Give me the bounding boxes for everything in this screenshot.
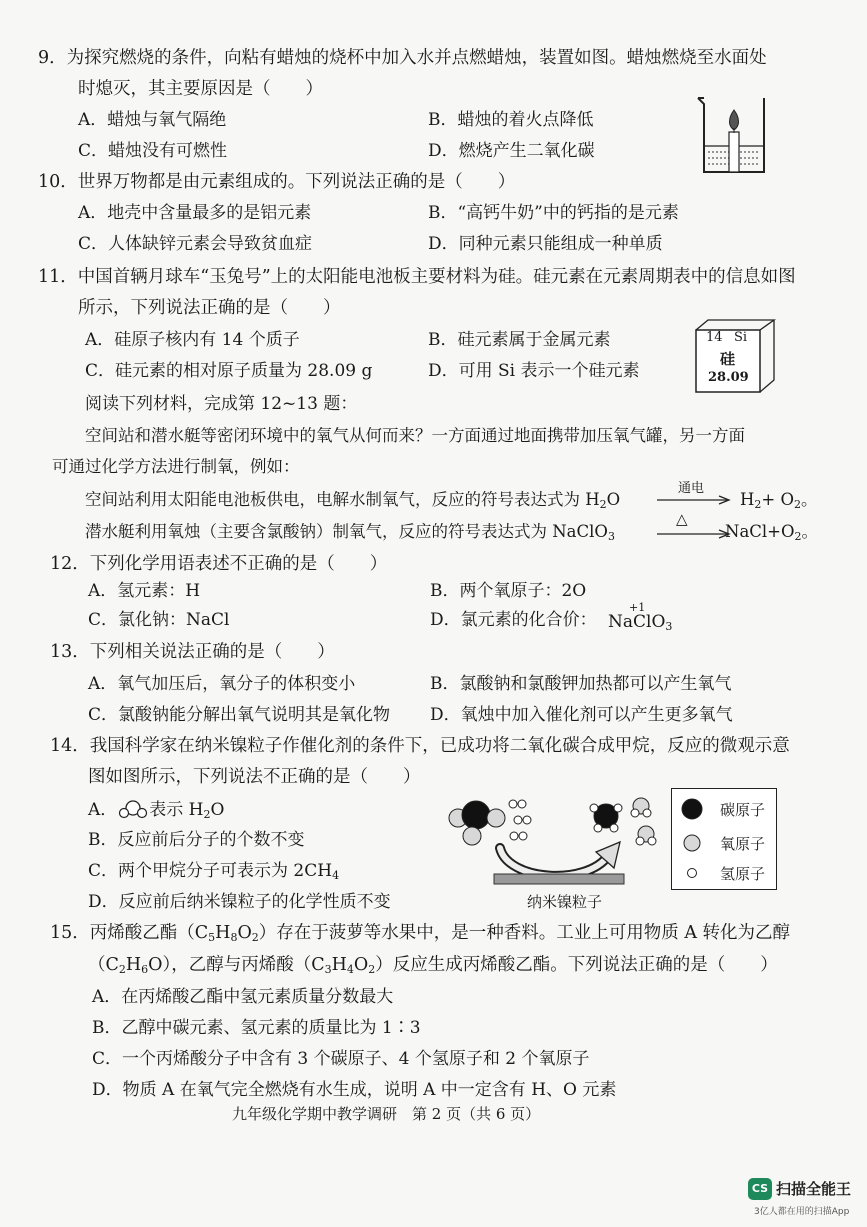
q11-stem-line1: 11．中国首辆月球车“玉兔号”上的太阳能电池板主要材料为硅。硅元素在元素周期表中的信息如图 — [38, 267, 796, 287]
q12-option-c: C．氯化钠：NaCl — [88, 610, 230, 630]
arrow-label-heat: △ — [676, 510, 688, 528]
q14-stem-line2: 图如图所示，下列说法不正确的是（ ） — [88, 767, 421, 787]
q10-option-a: A．地壳中含量最多的是铝元素 — [78, 203, 312, 223]
reaction1-products: $H_2+ O_2$。 — [740, 490, 818, 511]
legend-hydrogen: 氢原子 — [720, 865, 766, 883]
q13-option-b: B．氯酸钠和氯酸钾加热都可以产生氧气 — [430, 674, 732, 694]
q13-stem: 13．下列相关说法正确的是（ ） — [50, 642, 335, 662]
q11-option-d: D．可用 Si 表示一个硅元素 — [428, 361, 640, 381]
reading-p1-line1: 空间站和潜水艇等密闭环境中的氧气从何而来？一方面通过地面携带加压氧气罐，另一方面 — [85, 426, 745, 445]
reading-p3: 潜水艇利用氧烛（主要含氯酸钠）制氧气，反应的符号表达式为 NaClO$_3$ — [85, 522, 615, 543]
q15-option-a: A．在丙烯酸乙酯中氢元素质量分数最大 — [92, 987, 394, 1007]
q9-option-b: B．蜡烛的着火点降低 — [428, 110, 594, 130]
reaction-arrow-heat — [655, 512, 735, 540]
element-name: 硅 — [720, 350, 736, 368]
atomic-mass: 28.09 — [708, 370, 749, 385]
reading-p1-line2: 可通过化学方法进行制氧，例如： — [52, 457, 300, 476]
q11-option-c: C．硅元素的相对原子质量为 28.09 g — [85, 361, 373, 381]
q13-option-a: A．氧气加压后，氧分子的体积变小 — [88, 674, 356, 694]
q13-option-c: C．氯酸钠能分解出氧气说明其是氧化物 — [88, 705, 391, 725]
q10-option-b: B．“高钙牛奶”中的钙指的是元素 — [428, 203, 679, 223]
q10-stem: 10．世界万物都是由元素组成的。下列说法正确的是（ ） — [38, 172, 516, 192]
q15-stem-line2: $(C_2H_6O)$，乙醇与丙烯酸$(C_3H_4O_2)$反应生成丙烯酸乙酯。下列说法正确的是（ ） — [88, 955, 778, 976]
q12-stem: 12．下列化学用语表述不正确的是（ ） — [50, 554, 388, 574]
element-symbol: Si — [734, 330, 748, 345]
q14-option-c: C．两个甲烷分子可表示为 $2CH_4$ — [88, 861, 340, 882]
q11-option-a: A．硅原子核内有 14 个质子 — [85, 330, 300, 350]
q12-option-d: D．氯元素的化合价： — [430, 610, 597, 630]
q9-option-a: A．蜡烛与氧气隔绝 — [78, 110, 227, 130]
q10-option-d: D．同种元素只能组成一种单质 — [428, 234, 663, 254]
methane-synthesis-diagram — [436, 786, 676, 896]
atomic-number: 14 — [706, 330, 723, 345]
q13-option-d: D．氧烛中加入催化剂可以产生更多氧气 — [430, 705, 733, 725]
water-molecule-icon — [117, 799, 149, 819]
q14-option-a: A． 表示 $H_2O$ — [88, 800, 225, 821]
page-footer: 九年级化学期中教学调研 第 2 页（共 6 页） — [232, 1105, 541, 1123]
nano-nickel-label: 纳米镍粒子 — [527, 893, 603, 911]
q14-option-d: D．反应前后纳米镍粒子的化学性质不变 — [88, 892, 391, 912]
q15-option-c: C．一个丙烯酸分子中含有 3 个碳原子、4 个氢原子和 2 个氧原子 — [92, 1049, 590, 1069]
q11-option-b: B．硅元素属于金属元素 — [428, 330, 611, 350]
scanner-watermark — [748, 1176, 858, 1216]
q12-option-b: B．两个氧原子：2O — [430, 581, 587, 601]
beaker-candle-figure — [694, 94, 774, 176]
q11-stem-line2: 所示，下列说法正确的是（ ） — [78, 298, 341, 318]
reaction2-products: $NaCl+O_2$。 — [725, 522, 819, 543]
watermark-slogan: 3亿人都在用的扫描App — [754, 1207, 850, 1217]
sodium-chlorate-formula: NaClO$_3$ — [608, 612, 673, 633]
silicon-periodic-cell — [694, 318, 778, 394]
reading-intro: 阅读下列材料，完成第 12~13 题： — [85, 394, 358, 414]
q9-option-c: C．蜡烛没有可燃性 — [78, 141, 228, 161]
q9-stem-line2: 时熄灭，其主要原因是（ ） — [78, 79, 323, 99]
q9-option-d: D．燃烧产生二氧化碳 — [428, 141, 595, 161]
q15-option-d: D．物质 A 在氧气完全燃烧有水生成，说明 A 中一定含有 H、O 元素 — [92, 1080, 617, 1100]
q15-stem-line1: 15．丙烯酸乙酯$(C_5H_8O_2)$存在于菠萝等水果中，是一种香料。工业上可用物质 A 转化为乙醇 — [50, 923, 791, 944]
reading-p2: 空间站利用太阳能电池板供电，电解水制氧气，反应的符号表达式为 $H_2O$ — [85, 490, 621, 511]
q10-option-c: C．人体缺锌元素会导致贫血症 — [78, 234, 313, 254]
arrow-label-electricity: 通电 — [678, 481, 705, 496]
q14-stem-line1: 14．我国科学家在纳米镍粒子作催化剂的条件下，已成功将二氧化碳合成甲烷，反应的微观示意 — [50, 736, 790, 756]
watermark-name: 扫描全能王 — [776, 1180, 852, 1198]
q15-option-b: B．乙醇中碳元素、氢元素的质量比为 1∶3 — [92, 1018, 421, 1038]
camscanner-logo-icon: CS — [748, 1178, 772, 1200]
q14-option-b: B．反应前后分子的个数不变 — [88, 830, 305, 850]
q9-stem-line1: 9．为探究燃烧的条件，向粘有蜡烛的烧杯中加入水并点燃蜡烛，装置如图。蜡烛燃烧至水面处 — [38, 48, 767, 68]
q12-option-a: A．氢元素：H — [88, 581, 201, 601]
legend-oxygen: 氧原子 — [720, 835, 766, 853]
chlorine-valence-mark: +1 — [629, 601, 646, 614]
atom-legend — [671, 788, 777, 890]
legend-carbon: 碳原子 — [720, 801, 766, 819]
